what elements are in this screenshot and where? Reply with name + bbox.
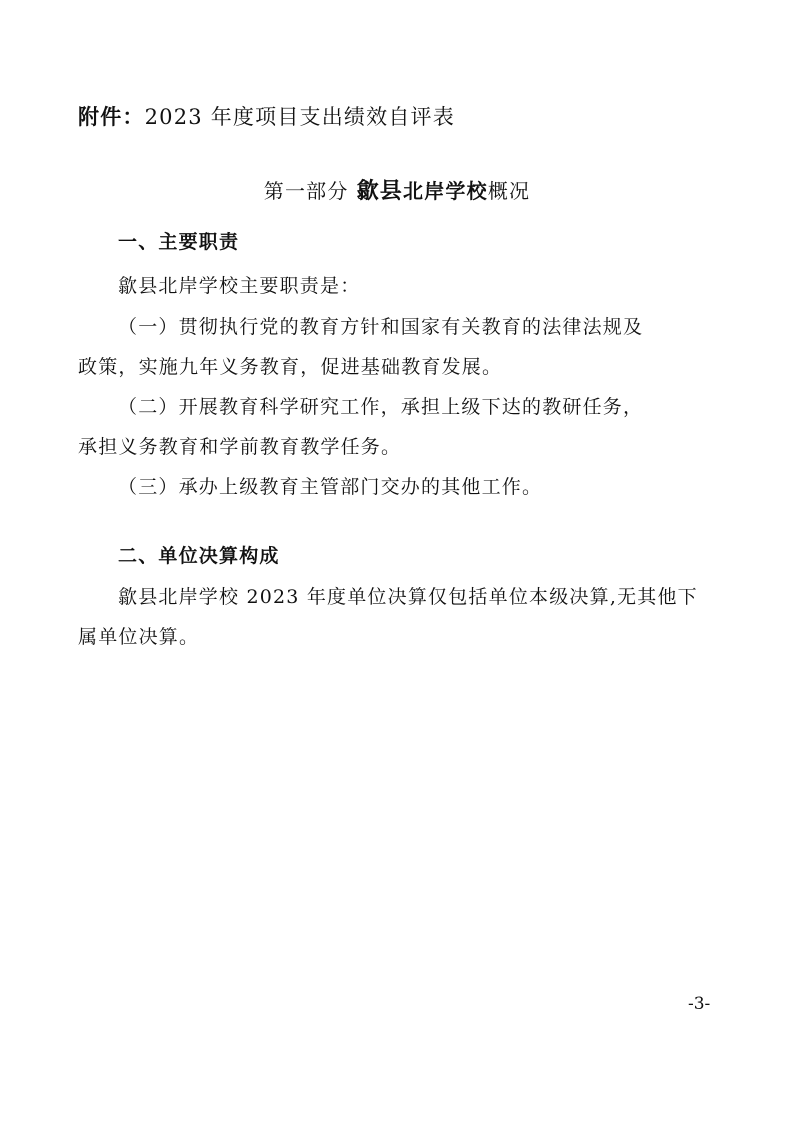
attachment-line <box>78 104 455 130</box>
composition-line-1: 歙县北岸学校 2023 年度单位决算仅包括单位本级决算,无其他下 <box>118 586 698 608</box>
responsibility-item-1-line-2: 政策，实施九年义务教育，促进基础教育发展。 <box>78 356 503 378</box>
section-heading-responsibilities: 一、主要职责 <box>118 231 240 253</box>
attachment-title: 2023 年度项目支出绩效自评表 <box>144 105 455 129</box>
attachment-label: 附件： <box>78 105 145 129</box>
school-name: 北岸学校 <box>403 179 488 203</box>
page-number: -3- <box>688 994 711 1014</box>
part-label: 第一部分 <box>263 179 349 203</box>
responsibility-item-2-line-1: （二）开展教育科学研究工作，承担上级下达的教研任务， <box>118 396 644 418</box>
responsibility-item-2-line-2: 承担义务教育和学前教育教学任务。 <box>78 436 402 458</box>
responsibilities-intro: 歙县北岸学校主要职责是： <box>118 275 361 297</box>
county-name: 歙县 <box>356 179 403 204</box>
title-suffix: 概况 <box>487 179 531 203</box>
composition-line-2: 属单位决算。 <box>78 626 200 648</box>
responsibility-item-3: （三）承办上级教育主管部门交办的其他工作。 <box>118 476 543 498</box>
part-title <box>0 178 794 205</box>
responsibility-item-1-line-1: （一）贯彻执行党的教育方针和国家有关教育的法律法规及 <box>118 316 644 338</box>
section-heading-composition: 二、单位决算构成 <box>118 545 280 567</box>
